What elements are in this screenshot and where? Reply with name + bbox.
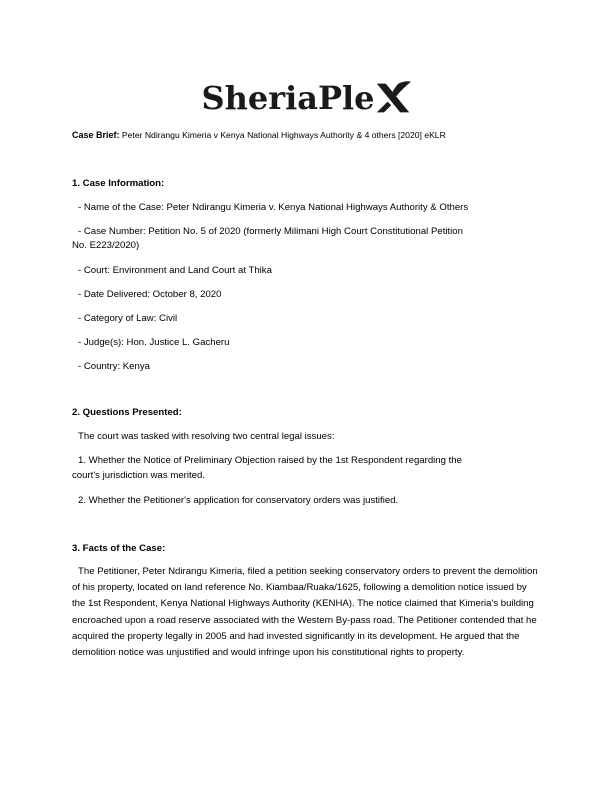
logo-x-mark (375, 80, 411, 116)
section-heading-questions: 2. Questions Presented: (72, 407, 182, 418)
info-case-number: - Case Number: Petition No. 5 of 2020 (formerly Milimani High Court Constitutional Petition (78, 226, 463, 237)
info-case-name: - Name of the Case: Peter Ndirangu Kimeria v. Kenya National Highways Authority & Others (78, 202, 469, 213)
question-1-line-2: court's jurisdiction was merited. (72, 470, 205, 481)
question-2: 2. Whether the Petitioner's application for conservatory orders was justified. (78, 495, 399, 506)
logo-text: SheriaPle (201, 79, 375, 117)
case-brief-label: Case Brief: (72, 130, 120, 140)
info-judges: - Judge(s): Hon. Justice L. Gacheru (78, 337, 230, 348)
case-brief-title: Peter Ndirangu Kimeria v Kenya National Highways Authority & 4 others [2020] eKLR (121, 130, 446, 140)
info-case-number-cont: No. E223/2020) (72, 240, 140, 251)
info-court: - Court: Environment and Land Court at Thika (78, 265, 272, 276)
section-heading-case-information: 1. Case Information: (72, 178, 165, 189)
sheriaplex-logo (0, 76, 612, 120)
info-category: - Category of Law: Civil (78, 313, 178, 324)
case-brief-line (72, 129, 542, 141)
info-date-delivered: - Date Delivered: October 8, 2020 (78, 289, 222, 300)
question-1-line-1: 1. Whether the Notice of Preliminary Objection raised by the 1st Respondent regarding the (78, 455, 462, 466)
info-country: - Country: Kenya (78, 361, 150, 372)
section-heading-facts: 3. Facts of the Case: (72, 543, 166, 554)
facts-paragraph: The Petitioner, Peter Ndirangu Kimeria, filed a petition seeking conservatory orders to prevent the demolition of his property, located on land reference No. Kiambaa/Ruaka/1625, following a demolition notice issued by the 1st Respondent, Kenya National Highways Authority (KENHA). The notice claimed that Kimeria's building encroached upon a road reserve associated with the Western By-pass road. The Petitioner contended that he acquired the property legally in 2005 and had invested significantly in its development. He argued that the demolition notice was unjustified and would infringe upon his constitutional rights to property. (72, 566, 538, 659)
questions-intro: The court was tasked with resolving two central legal issues: (78, 431, 335, 442)
